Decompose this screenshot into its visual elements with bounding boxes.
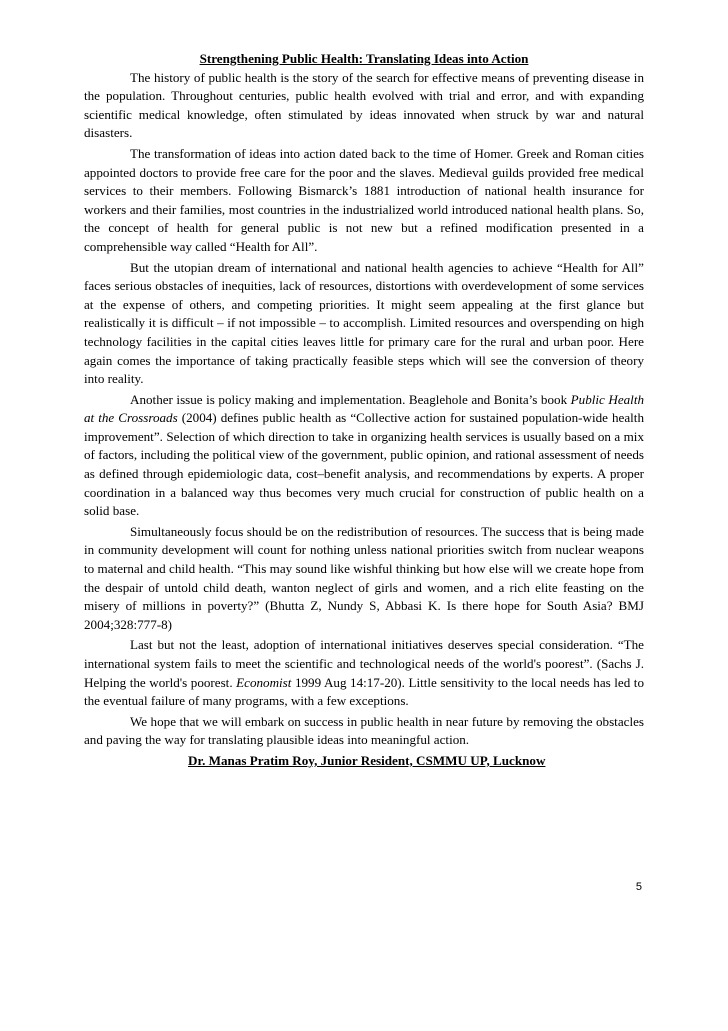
paragraph-4-text-a: Another issue is policy making and implementation. Beaglehole and Bonita’s book xyxy=(130,391,571,407)
paragraph-5: Simultaneously focus should be on the redistribution of resources. The success that is being made in community development will count for nothing unless national priorities switch from nuclear weapons to maternal and child health. “This may sound like wishful thinking but how else will we create hope from the despair of untold child death, wanton neglect of girls and women, and a rich elite feasting on the misery of millions in poverty?” (Bhutta Z, Nundy S, Abbasi K. Is there hope for South Asia? BMJ 2004;328:777-8) xyxy=(84,523,644,632)
paragraph-6-text-b: 1999 Aug 14:17-20). Little sensitivity to the local needs has led to the eventual failure of many programs, with a few exceptions. xyxy=(84,674,644,709)
paragraph-6-text-a: Last but not the least, adoption of international initiatives deserves special consideration. “The international system fails to meet the scientific and technological needs of the world's poorest”. (Sachs J. Helping the world's poorest. xyxy=(84,637,644,690)
book-title: Public Health at the Crossroads xyxy=(84,391,645,426)
paragraph-7: We hope that we will embark on success in public health in near future by removing the obstacles and paving the way for translating plausible ideas into meaningful action. xyxy=(84,713,644,748)
author-signature: Dr. Manas Pratim Roy, Junior Resident, CSMMU UP, Lucknow xyxy=(188,752,546,768)
paragraph-3: But the utopian dream of international and national health agencies to achieve “Health for All” faces serious obstacles of inequities, lack of resources, distortions with overdevelopment of some services at the expense of others, and competing priorities. It might seem appealing at the first glance but realistically it is difficult – if not impossible – to accomplish. Limited resources and overspending on high technology facilities in the capital cities leaves little for primary care for the rural and urban poor. Here again comes the importance of taking practically feasible steps which will see the conversion of theory into reality. xyxy=(84,259,644,387)
paragraph-6 xyxy=(84,636,644,710)
page-number: 5 xyxy=(635,881,642,893)
paragraph-1: The history of public health is the story of the search for effective means of preventing disease in the population. Throughout centuries, public health evolved with trial and error, and with expanding scientific medical knowledge, often stimulated by ideas innovated when struck by war and natural disasters. xyxy=(84,69,644,141)
paragraph-4 xyxy=(84,391,644,521)
article-title: Strengthening Public Health: Translating Ideas into Action xyxy=(199,51,529,66)
paragraph-2: The transformation of ideas into action dated back to the time of Homer. Greek and Roman cities appointed doctors to provide free care for the poor and the slaves. Medieval guilds provided free medical services to their members. Following Bismarck’s 1881 introduction of national health insurance for workers and their families, most countries in the industrialized world introduced national health plans. So, the concept of health for general public is not new but a refined modification presented in a comprehensible way called “Health for All”. xyxy=(84,145,644,254)
journal-name: Economist xyxy=(236,674,292,690)
paragraph-4-text-b: (2004) defines public health as “Collective action for sustained population-wide health improvement”. Selection of which direction to take in organizing health services is usually based on a mix of factors, including the political view of the government, public opinion, and rational assessment of needs as defined through epidemiologic data, cost–benefit analysis, and recommendations by experts. A proper coordination in a balanced way thus becomes very much crucial for construction of public health on a solid base. xyxy=(84,410,644,519)
article-body xyxy=(84,50,644,771)
